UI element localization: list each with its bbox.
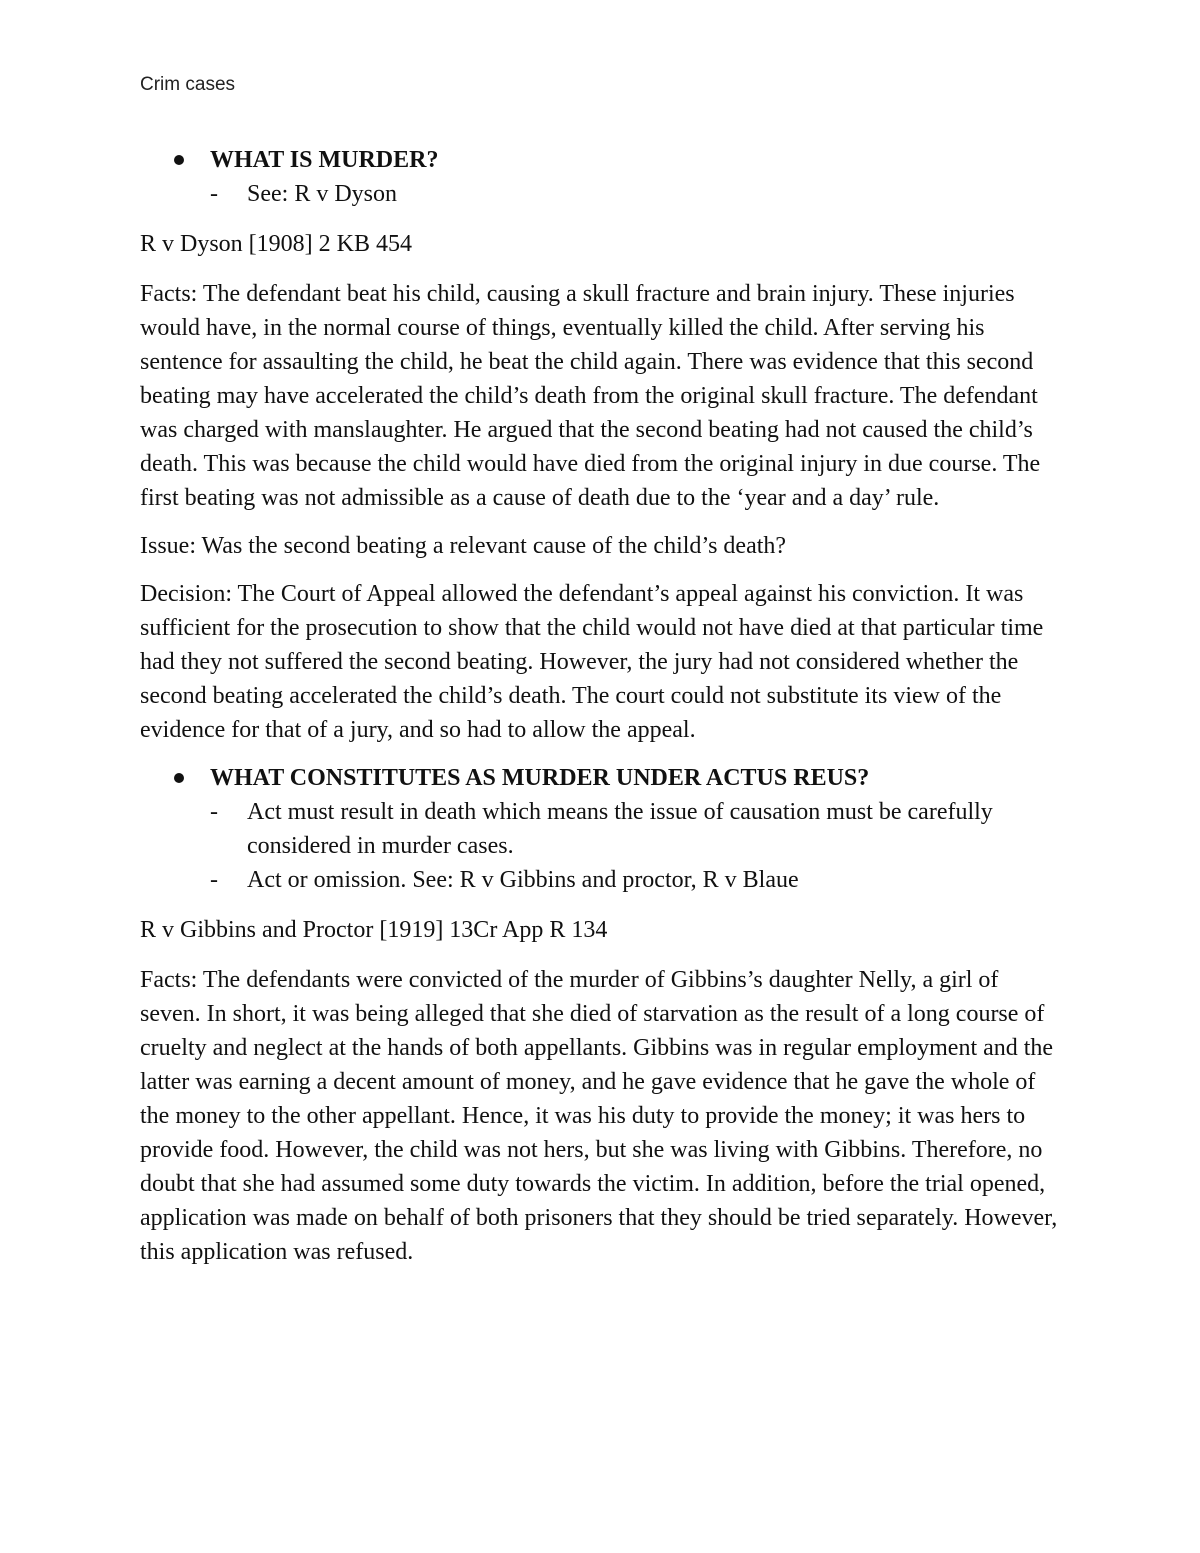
section-heading-actus-reus	[140, 761, 1065, 795]
case-issue-dyson: Issue: Was the second beating a relevant cause of the child’s death?	[140, 533, 787, 559]
dash-icon: -	[210, 867, 218, 893]
document-body	[140, 143, 1065, 1269]
bullet-icon	[174, 155, 184, 165]
list-item-text: Act must result in death which means the issue of causation must be carefully considered in murder cases.	[247, 799, 993, 859]
list-item-text: Act or omission. See: R v Gibbins and proctor, R v Blaue	[247, 867, 799, 893]
section-heading-text: WHAT CONSTITUTES AS MURDER UNDER ACTUS REUS?	[210, 765, 870, 791]
list-item	[140, 795, 1065, 863]
list-item	[140, 177, 1065, 211]
list-item-text: See: R v Dyson	[247, 181, 397, 207]
bullet-icon	[174, 773, 184, 783]
section-heading-text: WHAT IS MURDER?	[210, 147, 439, 173]
case-citation-dyson: R v Dyson [1908] 2 KB 454	[140, 231, 413, 257]
case-facts-gibbins: Facts: The defendants were convicted of the murder of Gibbins’s daughter Nelly, a girl of seven. In short, it was being alleged that she died of starvation as the result of a long course of cruelty and neglect at the hands of both appellants. Gibbins was in regular employment and the latter was earning a decent amount of money, and he gave evidence that he gave the whole of the money to the other appellant. Hence, it was his duty to provide the money; it was hers to provide food. However, the child was not hers, but she was living with Gibbins. Therefore, no doubt that she had assumed some duty towards the victim. In addition, before the trial opened, application was made on behalf of both prisoners that they should be tried separately. However, this application was refused.	[140, 967, 1058, 1265]
case-citation-gibbins: R v Gibbins and Proctor [1919] 13Cr App R 134	[140, 917, 608, 943]
case-decision-dyson: Decision: The Court of Appeal allowed the defendant’s appeal against his conviction. It was sufficient for the prosecution to show that the child would not have died at that particular time had they not suffered the second beating. However, the jury had not considered whether the second beating accelerated the child’s death. The court could not substitute its view of the evidence for that of a jury, and so had to allow the appeal.	[140, 581, 1044, 743]
page-header: Crim cases	[140, 74, 236, 95]
dash-icon: -	[210, 181, 218, 207]
section-heading-what-is-murder	[140, 143, 1065, 177]
case-facts-dyson: Facts: The defendant beat his child, causing a skull fracture and brain injury. These injuries would have, in the normal course of things, eventually killed the child. After serving his sentence for assaulting the child, he beat the child again. There was evidence that this second beating may have accelerated the child’s death from the original skull fracture. The defendant was charged with manslaughter. He argued that the second beating had not caused the child’s death. This was because the child would have died from the original injury in due course. The first beating was not admissible as a cause of death due to the ‘year and a day’ rule.	[140, 281, 1041, 511]
list-item	[140, 863, 1065, 897]
dash-icon: -	[210, 799, 218, 825]
